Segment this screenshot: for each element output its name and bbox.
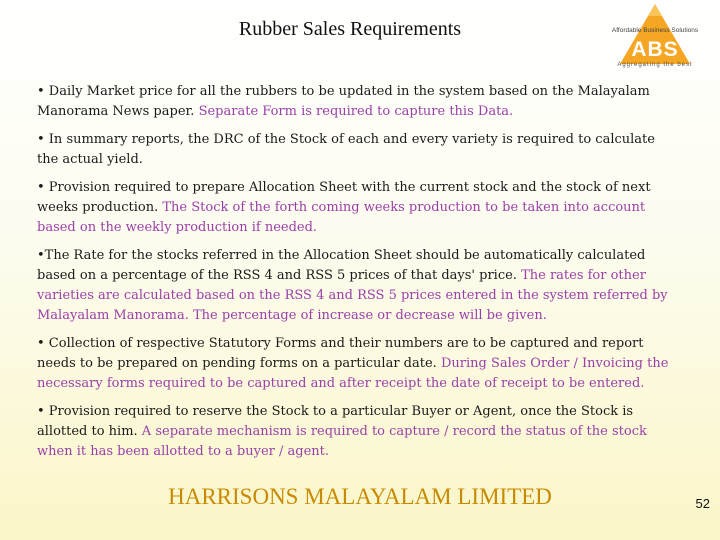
requirement-item: [37, 246, 677, 326]
requirement-text: • Daily Market price for all the rubbers to be updated in the system based on the Malayalam Manorama News paper.: [37, 84, 650, 119]
requirement-highlight: Separate Form is required to capture this Data.: [194, 104, 514, 119]
page-number: 52: [695, 496, 710, 511]
requirement-highlight: The rates for other varieties are calculated based on the RSS 4 and RSS 5 prices entered in the system referred by Malayalam Manorama. The percentage of increase or decrease will be given.: [37, 268, 668, 323]
footer-company-name: HARRISONS MALAYALAM LIMITED: [168, 484, 552, 509]
requirement-text: • Provision required to prepare Allocation Sheet with the current stock and the stock of next weeks production.: [37, 180, 651, 215]
requirement-highlight: The Stock of the forth coming weeks production to be taken into account based on the weekly production if needed.: [37, 200, 646, 235]
requirement-item: [37, 130, 677, 170]
requirement-item: [37, 334, 677, 394]
requirement-highlight: During Sales Order / Invoicing the necessary forms required to be captured and after receipt the date of receipt to be entered.: [37, 356, 669, 391]
logo-name: ABS: [631, 38, 679, 61]
requirements-list: [37, 82, 677, 470]
slide-title: Rubber Sales Requirements: [238, 18, 462, 40]
logo-subtext: Aggregating the best: [617, 62, 693, 68]
requirement-text: • In summary reports, the DRC of the Stock of each and every variety is required to calculate the actual yield.: [37, 132, 655, 167]
logo-tagline: Affordable Business Solutions: [611, 27, 699, 34]
requirement-highlight: A separate mechanism is required to capture / record the status of the stock when it has been allotted to a buyer / agent.: [37, 424, 647, 459]
requirement-text: • Collection of respective Statutory Forms and their numbers are to be captured and report needs to be prepared on pending forms on a particular date.: [37, 336, 644, 371]
requirement-item: [37, 402, 677, 462]
requirement-text: • Provision required to reserve the Stock to a particular Buyer or Agent, once the Stock is allotted to him.: [37, 404, 634, 439]
requirement-item: [37, 82, 677, 122]
abs-logo: [602, 2, 708, 72]
requirement-item: [37, 178, 677, 238]
requirement-text: •The Rate for the stocks referred in the Allocation Sheet should be automatically calculated based on a percentage of the RSS 4 and RSS 5 prices of that days' price.: [37, 248, 646, 283]
